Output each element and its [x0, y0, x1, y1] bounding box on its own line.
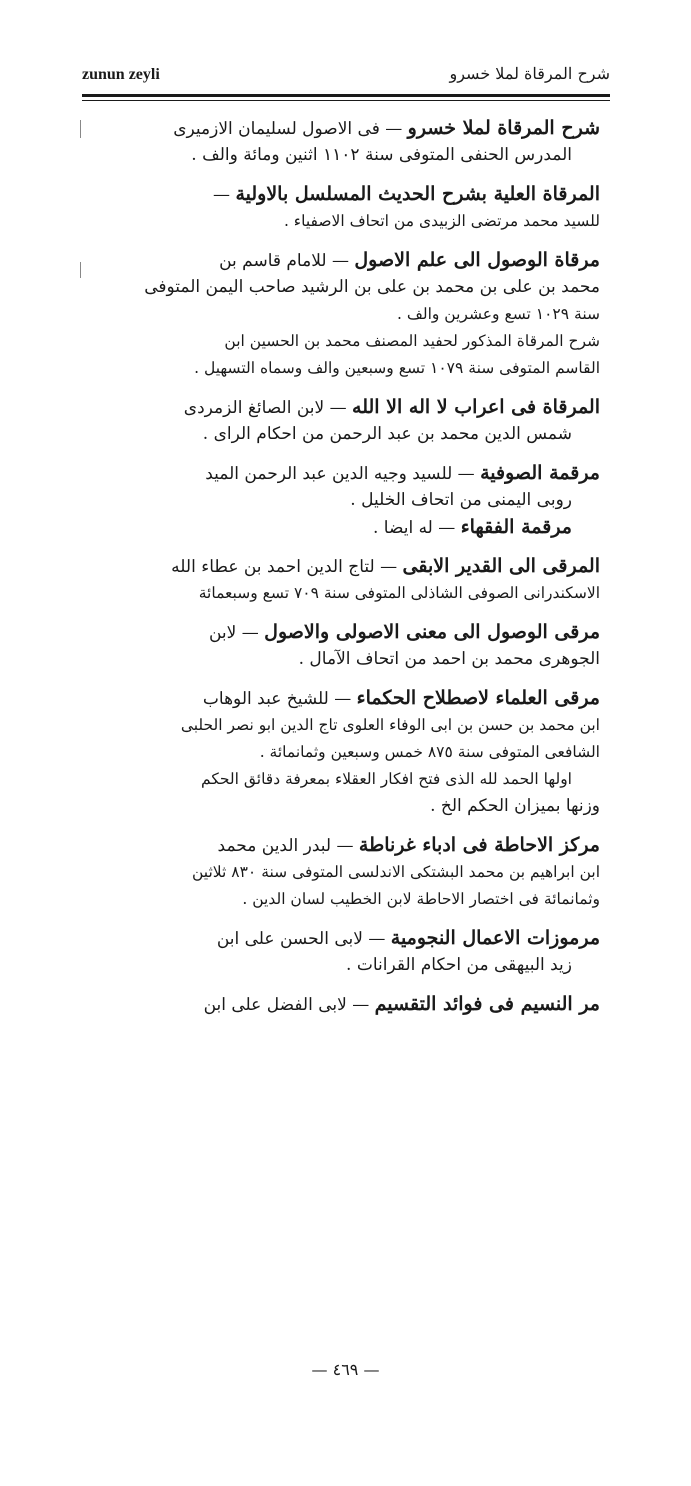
text-line: شمس الدين محمد بن عبد الرحمن من احكام الراى .: [202, 424, 572, 444]
text-line: مرقمة الفقهاء — له ايضا .: [372, 516, 572, 538]
running-head-title: شرح المرقاة لملا خسرو: [449, 64, 610, 83]
page-number: — ٤٦٩ —: [311, 1360, 380, 1379]
text-line: مركز الاحاطة فى ادباء غرناطة — لبدر الدين محمد: [217, 834, 600, 856]
text-line: الجوهرى محمد بن احمد من اتحاف الآمال .: [298, 649, 600, 669]
text-line: القاسم المتوفى سنة ١٠٧٩ تسع وسبعين والف وسماه التسهيل .: [194, 359, 600, 377]
text-line: ابن ابراهيم بن محمد البشتكى الاندلسى المتوفى سنة ٨٣٠ ثلاثين: [192, 863, 600, 881]
text-line: المدرس الحنفى المتوفى سنة ١١٠٢ اثنين ومائة والف .: [191, 145, 572, 165]
text-line: الاسكندرانى الصوفى الشاذلى المتوفى سنة ٧٠٩ تسع وسبعمائة: [198, 584, 600, 602]
entry-text-block: [100, 115, 600, 1018]
text-line: مرقاة الوصول الى علم الاصول — للامام قاسم بن: [219, 249, 600, 271]
text-line: محمد بن على بن محمد بن على بن الرشيد صاحب اليمن المتوفى: [144, 277, 600, 297]
text-line: شرح المرقاة المذكور لحفيد المصنف محمد بن الحسين ابن: [224, 332, 600, 350]
text-line: المرقاة فى اعراب لا اله الا الله — لابن الصائغ الزمردى: [183, 396, 600, 418]
header-rule-thick: [82, 94, 610, 97]
text-line: مرقى الوصول الى معنى الاصولى والاصول — لابن: [208, 621, 600, 643]
header-rule-thin: [82, 100, 610, 101]
text-line: وزنها بميزان الحكم الخ .: [430, 796, 600, 816]
text-line: ابن محمد بن حسن بن ابى الوفاء العلوى تاج الدين ابو نصر الحلبى: [180, 716, 600, 734]
text-line: المرقى الى القدير الابقى — لتاج الدين احمد بن عطاء الله: [171, 555, 600, 577]
text-line: وثمانمائة فى اختصار الاحاطة لابن الخطيب لسان الدين .: [242, 890, 600, 908]
text-line: الشافعى المتوفى سنة ٨٧٥ خمس وسبعين وثمانمائة .: [259, 743, 600, 761]
margin-mark: [80, 120, 81, 138]
text-line: مرقمة الصوفية — للسيد وجيه الدين عبد الرحمن الميد: [205, 462, 600, 484]
running-head: [82, 62, 610, 92]
text-line: زيد البيهقى من احكام القرانات .: [346, 955, 572, 975]
text-line: مر النسيم فى فوائد التقسيم — لابى الفضل على ابن: [203, 993, 600, 1015]
text-line: اولها الحمد لله الذى فتح افكار العقلاء بمعرفة دقائق الحكم: [201, 770, 572, 788]
text-line: مرموزات الاعمال النجومية — لابى الحسن على ابن: [216, 927, 600, 949]
text-line: مرقى العلماء لاصطلاح الحكماء — للشيخ عبد الوهاب: [202, 687, 600, 709]
text-line: شرح المرقاة لملا خسرو — فى الاصول لسليمان الازميرى: [173, 117, 600, 139]
text-line: سنة ١٠٢٩ تسع وعشرين والف .: [396, 305, 600, 323]
text-line: للسيد محمد مرتضى الزبيدى من اتحاف الاصفياء .: [283, 212, 600, 230]
margin-mark: [80, 262, 81, 278]
text-line: روبى اليمنى من اتحاف الخليل .: [350, 490, 572, 510]
text-line: المرقاة العلية بشرح الحديث المسلسل بالاولية —: [213, 183, 600, 205]
running-head-left: zunun zeyli: [82, 66, 160, 83]
